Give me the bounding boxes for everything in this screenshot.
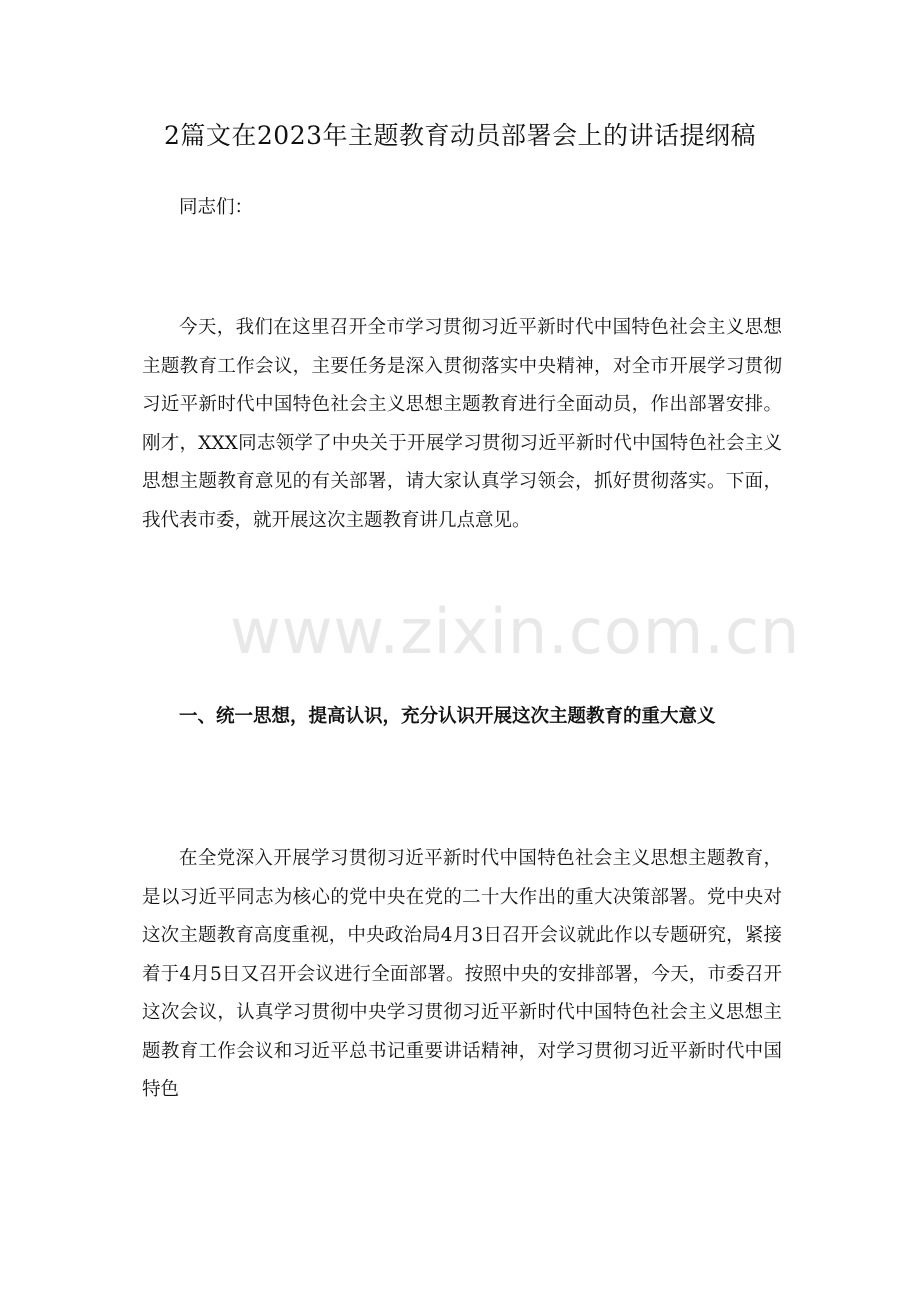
greeting: 同志们： [179, 197, 254, 218]
section-1-heading: 一、统一思想，提高认识，充分认识开展这次主题教育的重大意义 [179, 706, 716, 727]
document-title: 2篇文在2023年主题教育动员部署会上的讲话提纲稿 [163, 121, 757, 150]
watermark: www.zixin.com.cn [230, 595, 801, 668]
intro-paragraph: 今天，我们在这里召开全市学习贯彻习近平新时代中国特色社会主义思想主题教育工作会议，主要任务是深入贯彻落实中央精神，对全市开展学习贯彻习近平新时代中国特色社会主义思想主题教育进行全面动员，作出部署安排。刚才，XXX同志领学了中央关于开展学习贯彻习近平新时代中国特色社会主义思想主题教育意见的有关部署，请大家认真学习领会，抓好贯彻落实。下面，我代表市委，就开展这次主题教育讲几点意见。 [142, 317, 782, 531]
section-1-body: 在全党深入开展学习贯彻习近平新时代中国特色社会主义思想主题教育，是以习近平同志为核心的党中央在党的二十大作出的重大决策部署。党中央对这次主题教育高度重视，中央政治局4月3日召开会议就此作以专题研究，紧接着于4月5日又召开会议进行全面部署。按照中央的安排部署，今天，市委召开这次会议，认真学习贯彻中央学习贯彻习近平新时代中国特色社会主义思想主题教育工作会议和习近平总书记重要讲话精神，对学习贯彻习近平新时代中国特色 [142, 848, 782, 1100]
